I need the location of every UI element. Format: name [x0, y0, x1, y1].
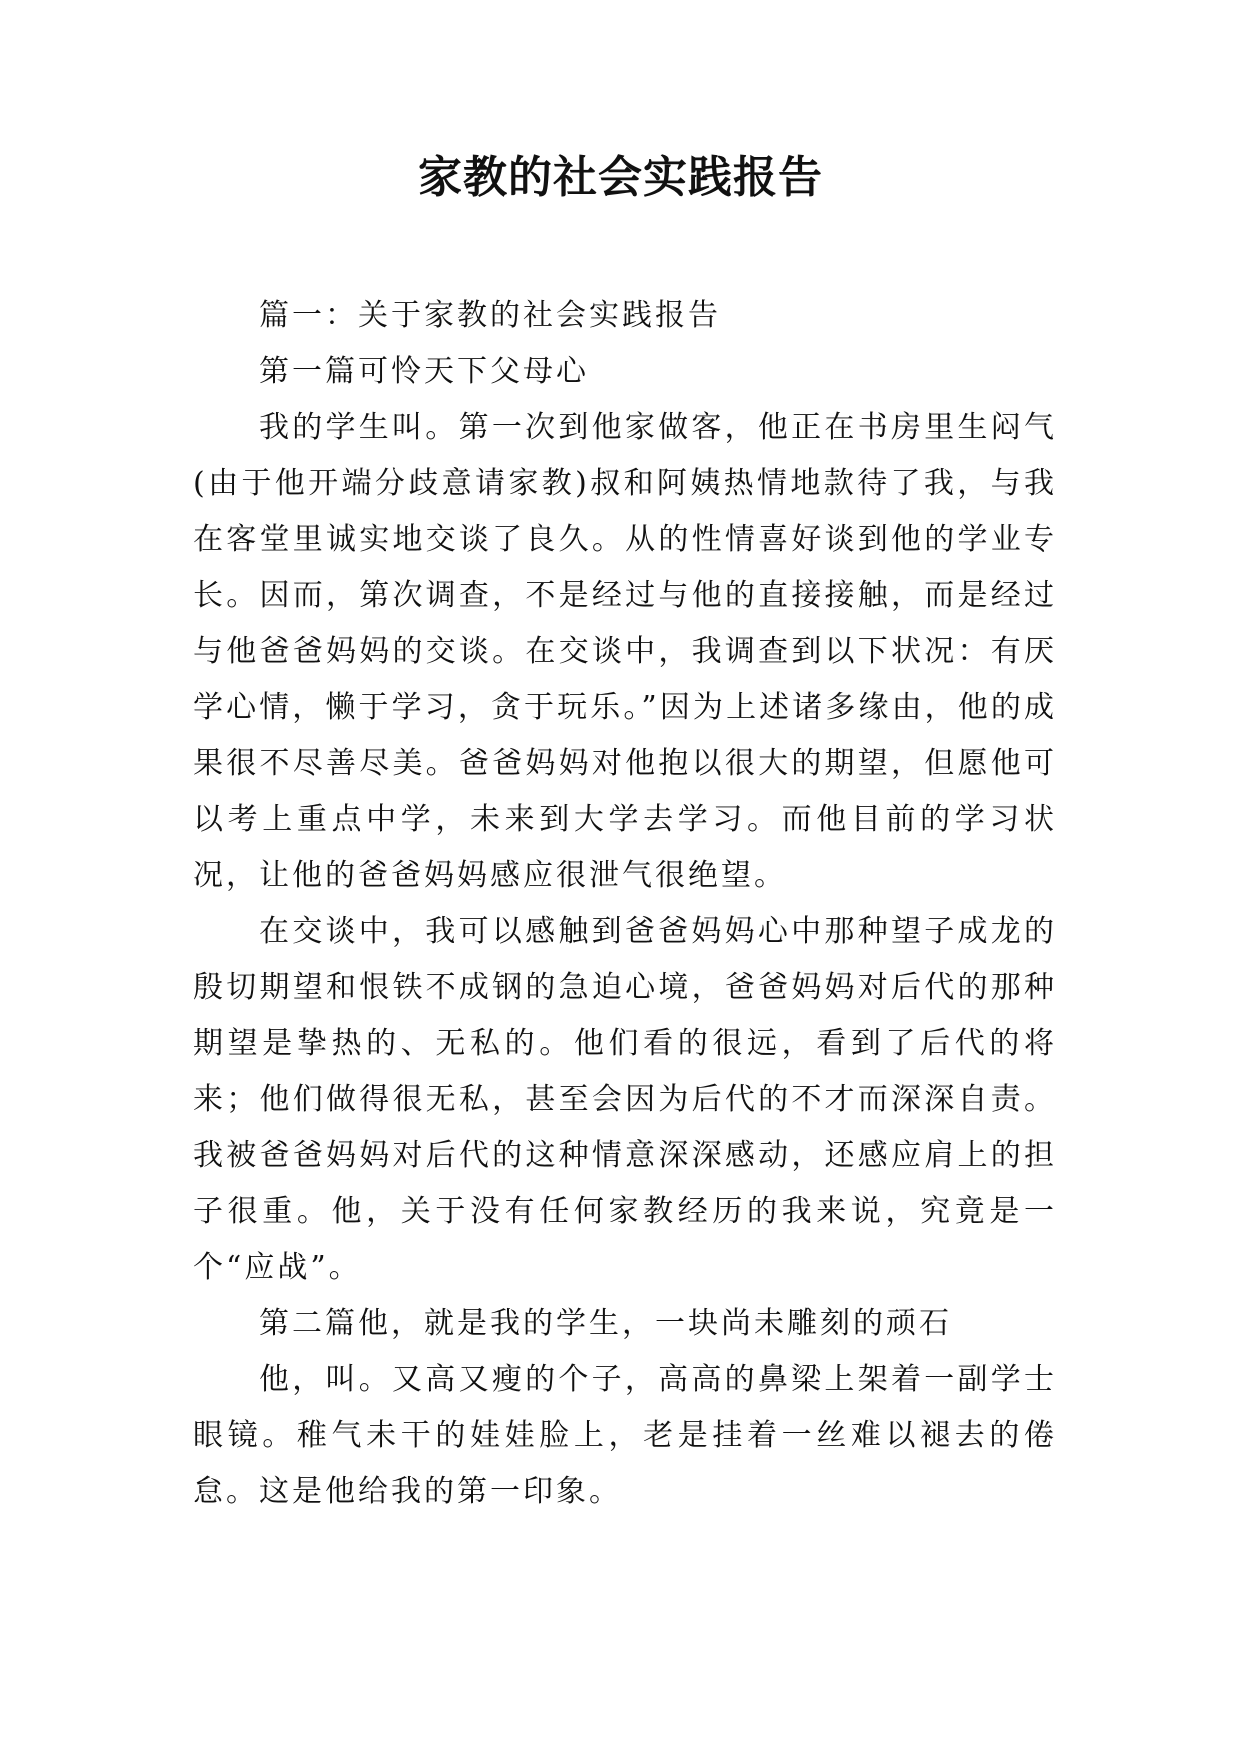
document-title: 家教的社会实践报告	[418, 152, 823, 203]
paragraph: 他，叫。又高又瘦的个子，高高的鼻梁上架着一副学士眼镜。稚气未干的娃娃脸上，老是挂着一丝难以褪去的倦怠。这是他给我的第一印象。	[193, 1362, 1057, 1509]
document-body	[193, 288, 1057, 1520]
paragraph: 我的学生叫。第一次到他家做客，他正在书房里生闷气(由于他开端分歧意请家教)叔和阿姨热情地款待了我，与我在客堂里诚实地交谈了良久。从的性情喜好谈到他的学业专长。因而，第次调查，不是经过与他的直接接触，而是经过与他爸爸妈妈的交谈。在交谈中，我调查到以下状况：有厌学心情，懒于学习，贪于玩乐。”因为上述诸多缘由，他的成果很不尽善尽美。爸爸妈妈对他抱以很大的期望，但愿他可以考上重点中学，未来到大学去学习。而他目前的学习状况，让他的爸爸妈妈感应很泄气很绝望。	[193, 410, 1057, 893]
paragraph-part-one-heading: 第一篇可怜天下父母心	[259, 354, 589, 389]
paragraph-part-two-heading: 第二篇他，就是我的学生，一块尚未雕刻的顽石	[259, 1306, 952, 1341]
paragraph: 在交谈中，我可以感触到爸爸妈妈心中那种望子成龙的殷切期望和恨铁不成钢的急迫心境，爸爸妈妈对后代的那种期望是挚热的、无私的。他们看的很远，看到了后代的将来；他们做得很无私，甚至会因为后代的不才而深深自责。我被爸爸妈妈对后代的这种情意深深感动，还感应肩上的担子很重。他，关于没有任何家教经历的我来说，究竟是一个“应战”。	[193, 914, 1057, 1285]
paragraph-section-heading: 篇一：关于家教的社会实践报告	[259, 298, 721, 333]
